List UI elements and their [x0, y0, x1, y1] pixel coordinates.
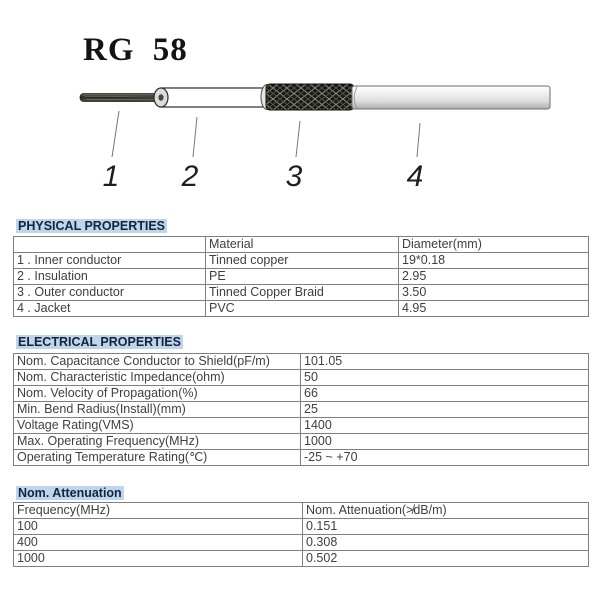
table-row: [14, 434, 589, 450]
table-row: [14, 418, 589, 434]
table-cell: Nom. Velocity of Propagation(%): [14, 386, 301, 402]
column-header-material: Material: [206, 237, 399, 253]
insulation-graphic: [154, 88, 267, 107]
page-title: RG 58: [83, 32, 188, 68]
table-cell: 50: [301, 370, 589, 386]
table-row: [14, 370, 589, 386]
column-header-frequency: Frequency(MHz): [14, 503, 303, 519]
table-row: [14, 354, 589, 370]
table-cell: Tinned Copper Braid: [206, 285, 399, 301]
table-cell: Tinned copper: [206, 253, 399, 269]
table-row: [14, 253, 589, 269]
electrical-properties-table: [13, 353, 589, 466]
table-cell: 0.308: [303, 535, 589, 551]
column-header-diameter: Diameter(mm): [399, 237, 589, 253]
table-cell: PVC: [206, 301, 399, 317]
jacket-graphic: [352, 86, 550, 109]
table-row: [14, 551, 589, 567]
table-cell: 400: [14, 535, 303, 551]
attenuation-heading: Nom. Attenuation: [18, 486, 122, 500]
table-row: [14, 285, 589, 301]
table-row: [14, 269, 589, 285]
column-header-attenuation: Nom. Attenuation(≯dB/m): [303, 503, 589, 519]
table-header-row: [14, 237, 589, 253]
table-header-row: [14, 503, 589, 519]
part-label-2: 2: [181, 160, 199, 193]
table-cell: 2.95: [399, 269, 589, 285]
physical-properties-table: [13, 236, 589, 317]
table-cell: 1000: [301, 434, 589, 450]
table-cell: 25: [301, 402, 589, 418]
electrical-properties-heading: ELECTRICAL PROPERTIES: [18, 335, 181, 349]
table-cell: 2 . Insulation: [14, 269, 206, 285]
table-cell: 100: [14, 519, 303, 535]
table-row: [14, 535, 589, 551]
table-cell: Max. Operating Frequency(MHz): [14, 434, 301, 450]
table-cell: Voltage Rating(VMS): [14, 418, 301, 434]
column-header-part: [14, 237, 206, 253]
table-cell: 101.05: [301, 354, 589, 370]
table-row: [14, 402, 589, 418]
part-label-1: 1: [102, 160, 120, 193]
table-cell: Nom. Characteristic Impedance(ohm): [14, 370, 301, 386]
table-row: [14, 301, 589, 317]
cable-diagram: [0, 0, 600, 200]
table-cell: Operating Temperature Rating(℃): [14, 450, 301, 466]
table-row: [14, 519, 589, 535]
table-cell: Min. Bend Radius(Install)(mm): [14, 402, 301, 418]
table-cell: 3 . Outer conductor: [14, 285, 206, 301]
table-cell: 1000: [14, 551, 303, 567]
table-cell: -25 ~ +70: [301, 450, 589, 466]
table-cell: 4 . Jacket: [14, 301, 206, 317]
physical-properties-heading: PHYSICAL PROPERTIES: [18, 219, 166, 233]
outer-conductor-graphic: [261, 84, 354, 110]
part-label-4: 4: [406, 160, 424, 193]
table-cell: Nom. Capacitance Conductor to Shield(pF/m): [14, 354, 301, 370]
table-cell: 1 . Inner conductor: [14, 253, 206, 269]
leader-lines: [112, 111, 420, 157]
table-cell: PE: [206, 269, 399, 285]
table-cell: 66: [301, 386, 589, 402]
table-row: [14, 386, 589, 402]
table-cell: 4.95: [399, 301, 589, 317]
inner-conductor-graphic: [80, 94, 165, 102]
table-cell: 19*0.18: [399, 253, 589, 269]
table-cell: 0.151: [303, 519, 589, 535]
table-row: [14, 450, 589, 466]
table-cell: 3.50: [399, 285, 589, 301]
table-cell: 0.502: [303, 551, 589, 567]
part-label-3: 3: [285, 160, 303, 193]
table-cell: 1400: [301, 418, 589, 434]
attenuation-table: [13, 502, 589, 567]
